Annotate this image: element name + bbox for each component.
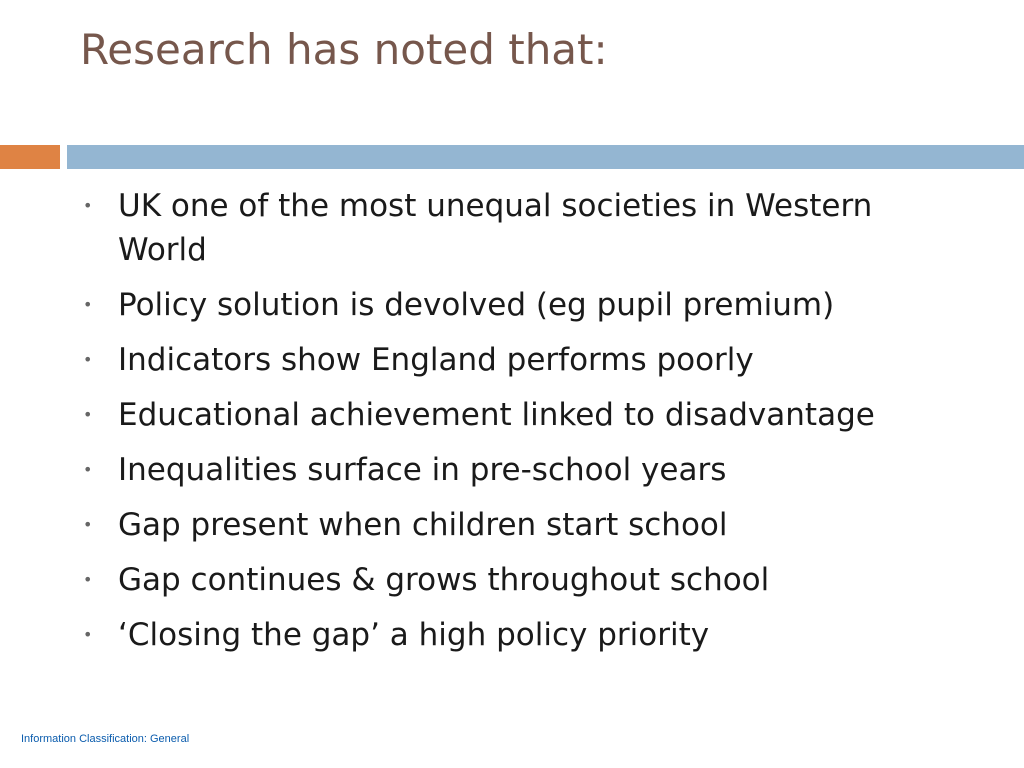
- accent-bar-orange: [0, 145, 60, 169]
- bullet-item: [0, 338, 924, 382]
- bullet-text: Educational achievement linked to disadvantage: [118, 397, 875, 433]
- bullet-marker: •: [83, 350, 93, 369]
- bullet-item: [0, 393, 924, 437]
- bullet-text: ‘Closing the gap’ a high policy priority: [118, 617, 710, 653]
- bullet-marker: •: [83, 460, 93, 479]
- bullet-text: Indicators show England performs poorly: [118, 342, 754, 378]
- bullet-text: Policy solution is devolved (eg pupil premium): [118, 287, 835, 323]
- bullet-item: [0, 558, 924, 602]
- bullet-item: [0, 613, 924, 657]
- bullet-marker: •: [83, 405, 93, 424]
- bullet-text: UK one of the most unequal societies in Western World: [118, 188, 873, 268]
- bullet-text: Gap present when children start school: [118, 507, 728, 543]
- accent-bar-blue: [67, 145, 1024, 169]
- bullet-marker: •: [83, 196, 93, 215]
- bullet-list: [0, 184, 1024, 668]
- bullet-item: [0, 283, 924, 327]
- bullet-marker: •: [83, 625, 93, 644]
- slide-title: Research has noted that:: [80, 25, 608, 74]
- footer-classification: Information Classification: General: [21, 733, 190, 745]
- bullet-marker: •: [83, 295, 93, 314]
- bullet-item: [0, 448, 924, 492]
- bullet-text: Inequalities surface in pre-school years: [118, 452, 727, 488]
- bullet-marker: •: [83, 570, 93, 589]
- bullet-item: [0, 503, 924, 547]
- bullet-item: [0, 184, 924, 272]
- bullet-marker: •: [83, 515, 93, 534]
- bullet-text: Gap continues & grows throughout school: [118, 562, 770, 598]
